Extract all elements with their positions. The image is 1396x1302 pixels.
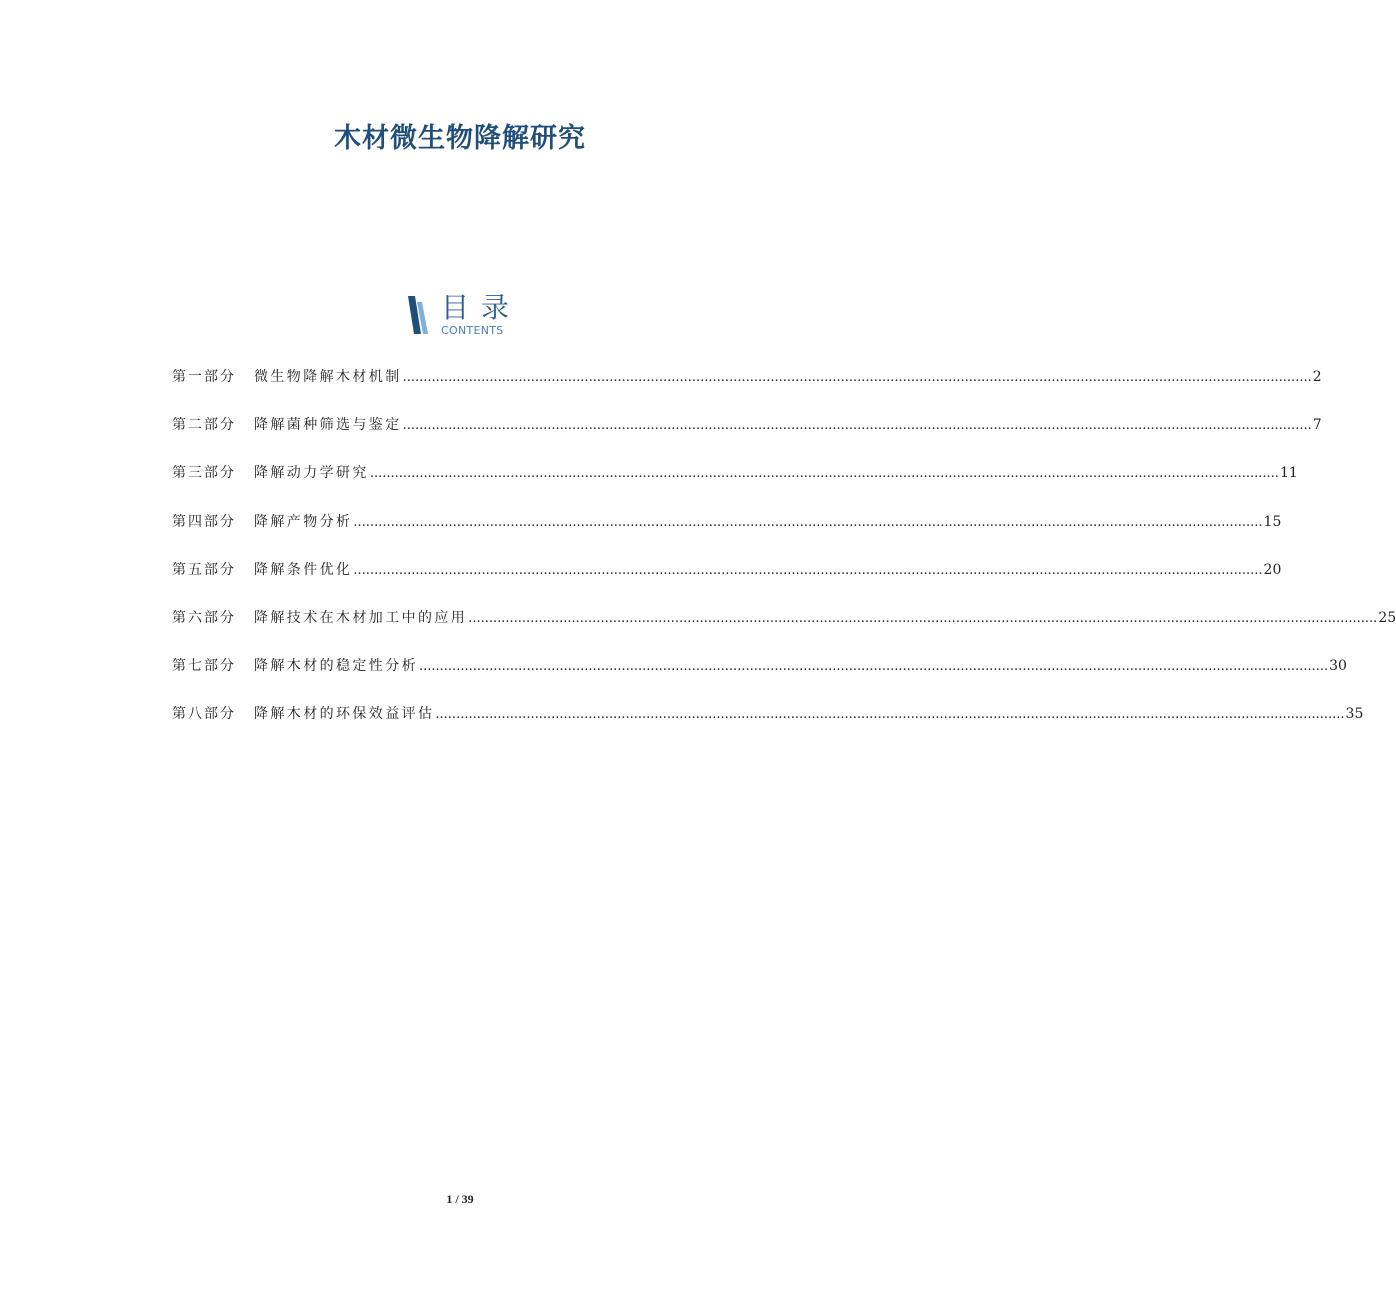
toc-entry[interactable] — [172, 462, 1298, 510]
table-of-contents — [172, 366, 1396, 752]
toc-entry-part: 第五部分 — [172, 561, 236, 578]
toc-entry-page: 20 — [1263, 561, 1282, 578]
toc-leader-dots: ............................................................................................................................................................................................................................ — [468, 610, 1378, 626]
toc-entry[interactable] — [172, 414, 1322, 462]
toc-entry-page: 35 — [1345, 706, 1364, 723]
toc-entry-name: 降解产物分析 — [254, 513, 353, 530]
toc-entry-page: 7 — [1312, 417, 1322, 434]
toc-entry[interactable] — [172, 703, 1364, 751]
toc-entry-page: 2 — [1312, 369, 1322, 385]
toc-entry-name: 微生物降解木材机制 — [254, 369, 402, 385]
toc-entry[interactable] — [172, 607, 1396, 655]
toc-entry-name: 降解条件优化 — [254, 561, 353, 578]
toc-entry-part: 第七部分 — [172, 658, 236, 675]
document-title: 木材微生物降解研究 — [334, 123, 586, 154]
toc-leader-dots: ............................................................................................................................................................................................................................ — [369, 466, 1279, 482]
toc-entry-name: 降解动力学研究 — [254, 465, 369, 482]
toc-leader-dots: ............................................................................................................................................................................................................................ — [435, 707, 1345, 723]
toc-entry[interactable] — [172, 559, 1282, 607]
toc-entry-page: 25 — [1378, 609, 1396, 626]
toc-entry-part: 第三部分 — [172, 465, 236, 482]
page-number: 1 / 39 — [446, 1192, 474, 1206]
toc-leader-dots: ............................................................................................................................................................................................................................ — [353, 514, 1263, 530]
toc-subtitle: CONTENTS — [441, 324, 504, 337]
toc-leader-dots: ............................................................................................................................................................................................................................ — [402, 418, 1312, 434]
toc-entry-part: 第八部分 — [172, 706, 236, 723]
toc-header — [406, 292, 526, 340]
toc-entry-name: 降解木材的环保效益评估 — [254, 706, 435, 723]
toc-entry-page: 30 — [1329, 658, 1347, 675]
toc-title: 目录 — [441, 291, 522, 324]
toc-logo-icon — [406, 294, 432, 336]
toc-entry-part: 第一部分 — [172, 369, 236, 385]
toc-entry-part: 第六部分 — [172, 609, 236, 626]
toc-entry[interactable] — [172, 511, 1282, 559]
toc-entry-name: 降解技术在木材加工中的应用 — [254, 609, 468, 626]
toc-entry-name: 降解菌种筛选与鉴定 — [254, 417, 402, 434]
toc-leader-dots: ............................................................................................................................................................................................................................ — [419, 659, 1329, 675]
toc-leader-dots: ............................................................................................................................................................................................................................ — [353, 562, 1263, 578]
toc-entry-page: 11 — [1279, 465, 1298, 482]
toc-entry-part: 第二部分 — [172, 417, 236, 434]
toc-leader-dots: ............................................................................................................................................................................................................................ — [402, 370, 1312, 385]
toc-entry-page: 15 — [1263, 513, 1282, 530]
toc-entry[interactable] — [172, 366, 1322, 414]
toc-entry-name: 降解木材的稳定性分析 — [254, 658, 418, 675]
toc-entry[interactable] — [172, 655, 1347, 703]
toc-entry-part: 第四部分 — [172, 513, 236, 530]
